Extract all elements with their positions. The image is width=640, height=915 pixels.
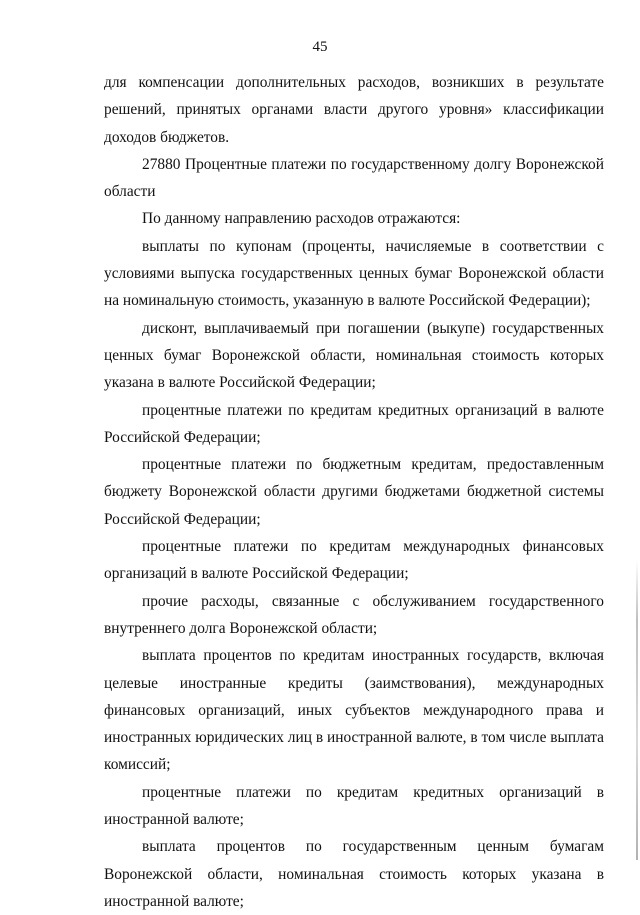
paragraph: выплата процентов по кредитам иностранных государств, включая целевые иностранные кредиты (заимствования), международных финансовых организаций, иных субъектов международного права и иностранных юридических лиц в иностранной валюте, в том числе выплата комиссий;: [104, 647, 604, 774]
document-body: [104, 69, 604, 915]
paragraph-section-heading: 27880 Процентные платежи по государственному долгу Воронежской области: [104, 155, 604, 201]
paragraph-continuation: для компенсации дополнительных расходов, возникших в результате решений, принятых органами власти другого уровня» классификации доходов бюджетов.: [104, 74, 604, 146]
paragraph: процентные платежи по кредитам международных финансовых организаций в валюте Российской Федерации;: [104, 538, 604, 583]
paragraph: выплаты по купонам (проценты, начисляемые в соответствии с условиями выпуска государственных ценных бумаг Воронежской области на номинальную стоимость, указанную в валюте Российской Федерации);: [104, 237, 604, 310]
paragraph: процентные платежи по кредитам кредитных организаций в иностранной валюте;: [104, 783, 604, 829]
paragraph: процентные платежи по кредитам кредитных организаций в валюте Российской Федерации;: [104, 401, 604, 446]
paragraph: дисконт, выплачиваемый при погашении (выкупе) государственных ценных бумаг Воронежской области, номинальная стоимость которых указана в валюте Российской Федерации;: [104, 319, 604, 392]
scan-edge-artifact: [636, 560, 638, 860]
paragraph: выплата процентов по государственным ценным бумагам Воронежской области, номинальная стоимость которых указана в иностранной валюте;: [104, 838, 604, 910]
paragraph: По данному направлению расходов отражаются:: [142, 210, 461, 228]
page-number: 45: [312, 39, 328, 55]
paragraph: прочие расходы, связанные с обслуживанием государственного внутреннего долга Воронежской области;: [104, 592, 604, 637]
paragraph: процентные платежи по бюджетным кредитам, предоставленным бюджету Воронежской области другими бюджетами бюджетной системы Российской Федерации;: [104, 456, 604, 528]
